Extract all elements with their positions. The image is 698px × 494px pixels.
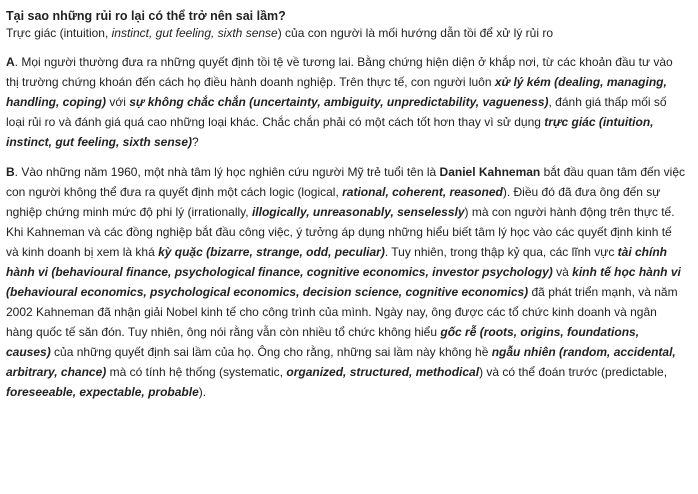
article-subtitle [6,25,686,42]
paragraph-a-text: ? [192,135,199,149]
subtitle-text-2: ) của con người là mối hướng dẫn tồi để xử lý rủi ro [277,26,554,40]
paragraph-b-text: mà có tính hệ thống (systematic, [106,365,287,379]
paragraph-b-text: . Vào những năm 1960, một nhà tâm lý học nghiên cứu người Mỹ trẻ tuổi tên là [14,165,440,179]
keyword-organized: organized, structured, methodical [286,365,480,379]
paragraph-a-text: với [105,95,130,109]
article-title: Tại sao những rủi ro lại có thể trở nên sai lầm? [6,9,286,23]
keyword-dealing: xử lý kém (dealing, managing, handling, coping) [6,75,667,109]
paragraph-b-text: của những quyết định sai lầm của họ. Ông cho rằng, những sai lầm này không hề [50,345,492,359]
keyword-behavioural-economics: kinh tế học hành vi (behavioural economics, psychological economics, decision science, cognitive economics) [6,265,681,299]
paragraph-b [6,162,686,402]
paragraph-b-label: B [6,165,15,179]
paragraph-b-text: ). Điều đó đã đưa ông đến sự nghiệp chứng minh mức độ phi lý (irrationally, [6,185,661,219]
paragraph-a [6,52,686,152]
paragraph-b-text: ) và có thể đoán trước (predictable, [479,365,668,379]
subtitle-synonyms: instinct, gut feeling, sixth sense [111,26,278,40]
paragraph-a-label: A [6,55,15,69]
keyword-intuition: trực giác (intuition, instinct, gut feeling, sixth sense) [6,115,654,149]
keyword-rational: rational, coherent, reasoned [342,185,503,199]
keyword-foreseeable: foreseeable, expectable, probable [6,385,199,399]
subtitle-text-1: Trực giác (intuition, [6,26,112,40]
paragraph-b-text: và [552,265,573,279]
keyword-roots: gốc rễ (roots, origins, foundations, causes) [6,325,640,359]
paragraph-b-text: đã phát triển mạnh, và năm 2002 Kahneman đã nhận giải Nobel kinh tế cho công trình của mình. Ngày nay, ông được các tổ chức kinh doanh và ngân hàng quốc tế săn đón. Tuy nhiên, ông nói rằng vẫn còn nhiều tổ chức không hiểu [6,285,678,339]
paragraph-b-text: ) mà con người hành động trên thực tế. Khi Kahneman và các đồng nghiệp bắt đầu công việc, ý tưởng áp dụng những hiểu biết tâm lý học vào các quyết định kinh tế và kinh doanh bị xem là khá [6,205,675,259]
paragraph-b-text: . Tuy nhiên, trong thập kỷ qua, các lĩnh vực [384,245,618,259]
keyword-random: ngẫu nhiên (random, accidental, arbitrary, chance) [6,345,676,379]
keyword-kahneman: Daniel Kahneman [439,165,541,179]
keyword-bizarre: kỳ quặc (bizarre, strange, odd, peculiar) [158,245,385,259]
keyword-behavioural-finance: tài chính hành vi (behavioural finance, psychological finance, cognitive economics, investor psychology) [6,245,667,279]
keyword-illogically: illogically, unreasonably, senselessly [251,205,465,219]
paragraph-a-text: . Mọi người thường đưa ra những quyết định tồi tệ về tương lai. Bằng chứng hiện diện ở khắp nơi, từ các khoản đầu tư vào thị trường chứng khoán đến cách họ điều hành doanh nghiệp. Trên thực tế, con người luôn [6,55,673,89]
paragraph-b-text: ). [198,385,207,399]
paragraph-b-text: bắt đầu quan tâm đến việc con người không thể đưa ra quyết định một cách logic (logical, [6,165,686,199]
paragraph-a-text: , đánh giá thấp mối số loại rủi ro và đánh giá quá cao những loại khác. Chắc chắn phải có một cách tốt hơn thay vì sử dụng [6,95,667,129]
keyword-uncertainty: sự không chắc chắn (uncertainty, ambiguity, unpredictability, vagueness) [129,95,549,109]
